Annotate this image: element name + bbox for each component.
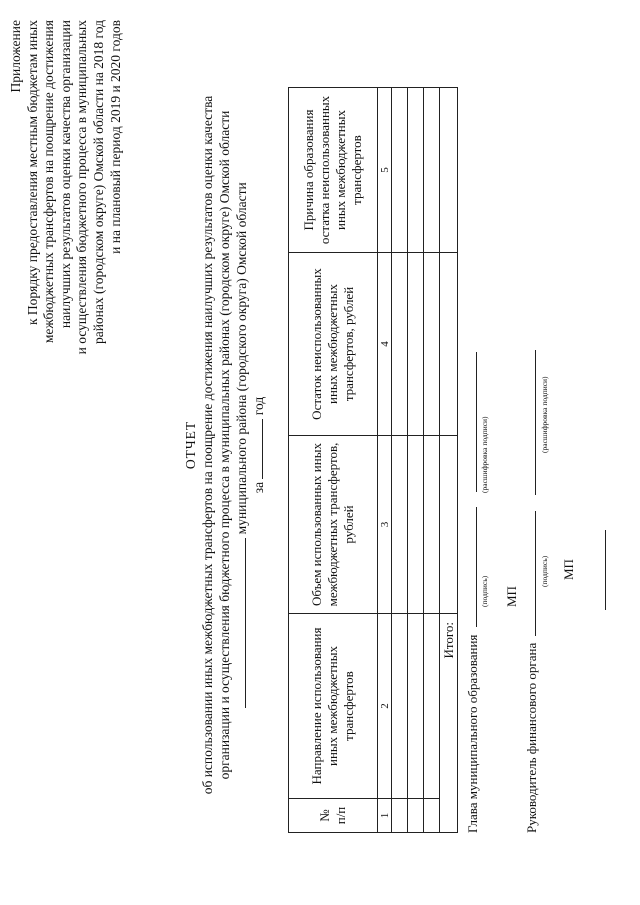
appendix-line: и осуществления бюджетного процесса в муниципальных: [74, 20, 90, 355]
appendix-line: и на плановый период 2019 и 2020 годов: [107, 20, 123, 254]
head-signature-line: [464, 352, 481, 833]
municipality-line: [233, 65, 250, 825]
header-direction: Направление использования иных межбюджетных трансфертов: [289, 614, 378, 799]
header-used-volume: Объем использованных иных межбюджетных трансфертов, рублей: [289, 436, 378, 614]
appendix-line: к Порядку предоставления местным бюджетам иных: [24, 20, 40, 326]
table-cell[interactable]: [424, 799, 440, 833]
total-label: Итого:: [440, 614, 458, 833]
report-table: [288, 87, 458, 833]
total-row: [440, 88, 458, 833]
table-row: [408, 88, 424, 833]
period-year-blank[interactable]: [250, 419, 263, 479]
table-cell[interactable]: [424, 614, 440, 799]
finance-signature-field[interactable]: [523, 511, 536, 636]
table-header-row: [289, 88, 378, 833]
finance-signature-caption: (подпись): [540, 555, 549, 587]
head-label: Глава муниципального образования: [465, 634, 480, 833]
total-remainder-cell[interactable]: [440, 253, 458, 436]
table-cell[interactable]: [392, 436, 408, 614]
header-number: № п/п: [289, 799, 378, 833]
column-number: 5: [378, 88, 392, 253]
head-seal: МП: [504, 586, 519, 607]
table-cell[interactable]: [408, 614, 424, 799]
municipality-suffix: муниципального района (городского округа) Омской области: [234, 182, 249, 535]
table-row: [392, 88, 408, 833]
header-remainder: Остаток неиспользованных иных межбюджетных трансфертов, рублей: [289, 253, 378, 436]
table-cell[interactable]: [408, 88, 424, 253]
finance-decoding-caption: (расшифровка подписи): [540, 376, 549, 453]
report-title-line: об использовании иных межбюджетных трансфертов на поощрение достижения наилучших результатов оценки качества: [200, 95, 215, 795]
table-cell[interactable]: [424, 88, 440, 253]
table-cell[interactable]: [392, 88, 408, 253]
column-number: 3: [378, 436, 392, 614]
table-cell[interactable]: [424, 436, 440, 614]
report-title-line: организации и осуществления бюджетного процесса в муниципальных районах (городском округе) Омской области: [217, 110, 232, 780]
appendix-header: [8, 20, 124, 360]
table-cell[interactable]: [408, 253, 424, 436]
column-number: 1: [378, 799, 392, 833]
column-number-row: [378, 88, 392, 833]
head-signature-caption: (подпись): [480, 575, 489, 607]
table-cell[interactable]: [408, 799, 424, 833]
appendix-line: районах (городском округе) Омской области на 2018 год: [90, 20, 106, 345]
column-number: 2: [378, 614, 392, 799]
table-cell[interactable]: [392, 253, 408, 436]
table-row: [424, 88, 440, 833]
head-decoding-field[interactable]: [464, 352, 477, 492]
finance-decoding-field[interactable]: [523, 350, 536, 495]
total-used-cell[interactable]: [440, 436, 458, 614]
table-cell[interactable]: [392, 799, 408, 833]
column-number: 4: [378, 253, 392, 436]
header-reason: Причина образования остатка неиспользованных иных межбюджетных трансфертов: [289, 88, 378, 253]
period-prefix: за: [251, 481, 266, 494]
finance-signature-line: [523, 350, 540, 833]
head-signature-field[interactable]: [464, 507, 477, 627]
appendix-line: Приложение: [8, 20, 23, 93]
municipality-blank[interactable]: [233, 538, 246, 708]
report-title-block: [182, 65, 267, 825]
appendix-line: наилучших результатов оценки качества организации: [57, 20, 73, 329]
table-cell[interactable]: [424, 253, 440, 436]
finance-label: Руководитель финансового органа: [524, 642, 539, 833]
table-cell[interactable]: [408, 436, 424, 614]
finance-seal: МП: [561, 559, 576, 580]
period-suffix: год: [251, 396, 266, 416]
date-line[interactable]: [605, 530, 606, 610]
period-line: [250, 65, 267, 825]
head-decoding-caption: (расшифровка подписи): [480, 416, 489, 493]
report-title: ОТЧЕТ: [183, 420, 198, 470]
table-cell[interactable]: [392, 614, 408, 799]
appendix-line: межбюджетных трансфертов на поощрение достижения: [41, 20, 57, 344]
total-reason-cell[interactable]: [440, 88, 458, 253]
